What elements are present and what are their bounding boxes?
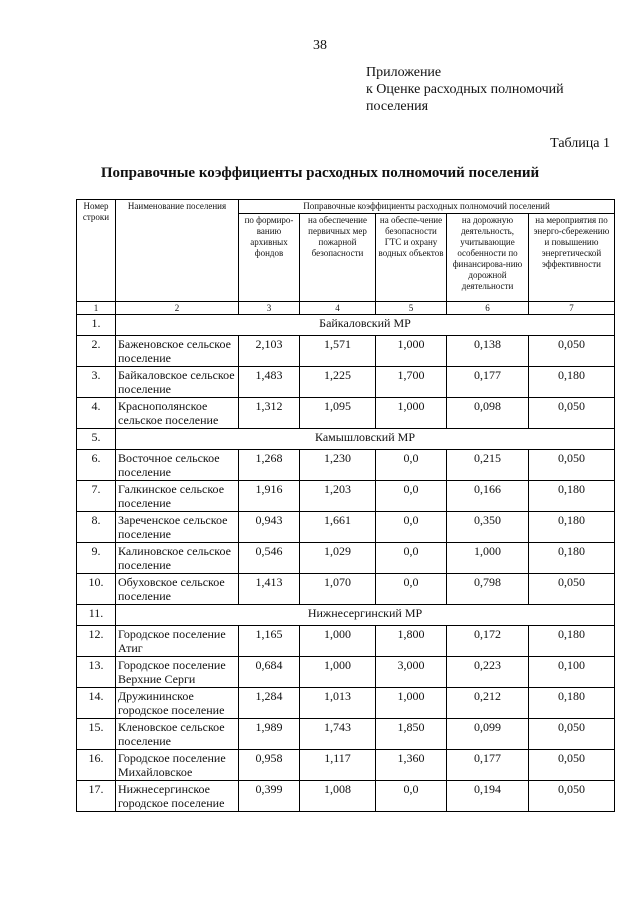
appendix-line-2: к Оценке расходных полномочий bbox=[366, 82, 564, 97]
column-number-row bbox=[77, 302, 615, 315]
document-title: Поправочные коэффициенты расходных полномочий поселений bbox=[100, 165, 540, 181]
row-number: 9. bbox=[77, 543, 116, 574]
settlement-name: Городское поселение Атиг bbox=[116, 626, 239, 657]
coefficient-value: 0,172 bbox=[447, 626, 529, 657]
column-number: 4 bbox=[300, 302, 376, 315]
column-number: 2 bbox=[116, 302, 239, 315]
coefficient-value: 0,943 bbox=[239, 512, 300, 543]
settlement-name: Байкаловское сельское поселение bbox=[116, 367, 239, 398]
coefficient-value: 0,050 bbox=[529, 574, 615, 605]
settlement-name: Калиновское сельское поселение bbox=[116, 543, 239, 574]
coefficient-value: 0,0 bbox=[376, 512, 447, 543]
coefficient-value: 1,661 bbox=[300, 512, 376, 543]
table-row bbox=[77, 336, 615, 367]
row-number: 11. bbox=[77, 605, 116, 626]
settlement-name: Городское поселение Верхние Серги bbox=[116, 657, 239, 688]
section-row bbox=[77, 605, 615, 626]
coefficient-value: 0,050 bbox=[529, 398, 615, 429]
coefficient-value: 1,000 bbox=[447, 543, 529, 574]
coefficient-value: 0,180 bbox=[529, 367, 615, 398]
settlement-name: Галкинское сельское поселение bbox=[116, 481, 239, 512]
coefficient-value: 1,989 bbox=[239, 719, 300, 750]
coefficient-value: 1,203 bbox=[300, 481, 376, 512]
table-row bbox=[77, 719, 615, 750]
table-row bbox=[77, 450, 615, 481]
coefficient-value: 1,029 bbox=[300, 543, 376, 574]
section-title: Нижнесергинский МР bbox=[116, 605, 615, 626]
column-number: 6 bbox=[447, 302, 529, 315]
coefficient-value: 1,008 bbox=[300, 781, 376, 812]
table-row bbox=[77, 657, 615, 688]
table-row bbox=[77, 512, 615, 543]
header-row-number: Номер строки bbox=[77, 200, 116, 302]
table-row bbox=[77, 688, 615, 719]
section-title: Камышловский МР bbox=[116, 429, 615, 450]
coefficient-value: 0,050 bbox=[529, 719, 615, 750]
row-number: 10. bbox=[77, 574, 116, 605]
appendix-note bbox=[366, 64, 564, 115]
row-number: 2. bbox=[77, 336, 116, 367]
header-col-6: на дорожную деятельность, учитывающие особенности по финансирова-нию дорожной деятельности bbox=[447, 214, 529, 302]
coefficient-value: 0,0 bbox=[376, 450, 447, 481]
coefficient-value: 1,268 bbox=[239, 450, 300, 481]
coefficient-value: 0,215 bbox=[447, 450, 529, 481]
header-col-3: по формиро-ванию архивных фондов bbox=[239, 214, 300, 302]
coefficient-value: 0,684 bbox=[239, 657, 300, 688]
row-number: 4. bbox=[77, 398, 116, 429]
settlement-name: Зареченское сельское поселение bbox=[116, 512, 239, 543]
coefficient-value: 1,483 bbox=[239, 367, 300, 398]
coefficient-value: 2,103 bbox=[239, 336, 300, 367]
row-number: 15. bbox=[77, 719, 116, 750]
row-number: 12. bbox=[77, 626, 116, 657]
settlement-name: Восточное сельское поселение bbox=[116, 450, 239, 481]
row-number: 1. bbox=[77, 315, 116, 336]
coefficient-value: 1,013 bbox=[300, 688, 376, 719]
coefficient-value: 1,700 bbox=[376, 367, 447, 398]
coefficient-value: 1,000 bbox=[300, 626, 376, 657]
settlement-name: Обуховское сельское поселение bbox=[116, 574, 239, 605]
coefficient-value: 0,138 bbox=[447, 336, 529, 367]
appendix-line-3: поселения bbox=[366, 99, 429, 114]
row-number: 7. bbox=[77, 481, 116, 512]
table-row bbox=[77, 367, 615, 398]
coefficient-value: 1,070 bbox=[300, 574, 376, 605]
coefficient-value: 0,098 bbox=[447, 398, 529, 429]
row-number: 14. bbox=[77, 688, 116, 719]
header-name: Наименование поселения bbox=[116, 200, 239, 302]
row-number: 5. bbox=[77, 429, 116, 450]
coefficient-value: 1,165 bbox=[239, 626, 300, 657]
coefficient-value: 0,0 bbox=[376, 781, 447, 812]
row-number: 13. bbox=[77, 657, 116, 688]
coefficient-value: 0,399 bbox=[239, 781, 300, 812]
row-number: 3. bbox=[77, 367, 116, 398]
coefficient-value: 0,180 bbox=[529, 512, 615, 543]
coefficient-value: 1,000 bbox=[376, 688, 447, 719]
coefficient-value: 1,095 bbox=[300, 398, 376, 429]
coefficient-value: 1,850 bbox=[376, 719, 447, 750]
coefficient-value: 0,166 bbox=[447, 481, 529, 512]
coefficient-value: 0,798 bbox=[447, 574, 529, 605]
coefficient-value: 0,180 bbox=[529, 543, 615, 574]
settlement-name: Кленовское сельское поселение bbox=[116, 719, 239, 750]
coefficient-value: 1,117 bbox=[300, 750, 376, 781]
coefficient-value: 0,050 bbox=[529, 450, 615, 481]
coefficient-value: 1,230 bbox=[300, 450, 376, 481]
section-title: Байкаловский МР bbox=[116, 315, 615, 336]
coefficient-value: 0,958 bbox=[239, 750, 300, 781]
settlement-name: Нижнесергинское городское поселение bbox=[116, 781, 239, 812]
coefficient-value: 1,916 bbox=[239, 481, 300, 512]
settlement-name: Баженовское сельское поселение bbox=[116, 336, 239, 367]
coefficient-value: 0,180 bbox=[529, 626, 615, 657]
coefficient-value: 0,050 bbox=[529, 781, 615, 812]
column-number: 3 bbox=[239, 302, 300, 315]
settlement-name: Городское поселение Михайловское bbox=[116, 750, 239, 781]
coefficient-value: 1,571 bbox=[300, 336, 376, 367]
table-body bbox=[77, 315, 615, 812]
coefficient-value: 0,0 bbox=[376, 543, 447, 574]
header-row bbox=[77, 200, 615, 214]
coefficient-value: 1,000 bbox=[300, 657, 376, 688]
settlement-name: Дружининское городское поселение bbox=[116, 688, 239, 719]
appendix-line-1: Приложение bbox=[366, 65, 442, 80]
coefficient-value: 0,177 bbox=[447, 367, 529, 398]
section-row bbox=[77, 429, 615, 450]
coefficient-value: 1,413 bbox=[239, 574, 300, 605]
table-label: Таблица 1 bbox=[550, 136, 610, 151]
table-row bbox=[77, 543, 615, 574]
coefficient-value: 1,225 bbox=[300, 367, 376, 398]
coefficient-value: 1,000 bbox=[376, 336, 447, 367]
coefficient-value: 0,180 bbox=[529, 688, 615, 719]
coefficient-value: 1,284 bbox=[239, 688, 300, 719]
coefficient-value: 1,743 bbox=[300, 719, 376, 750]
table-row bbox=[77, 481, 615, 512]
coefficient-value: 1,360 bbox=[376, 750, 447, 781]
coefficient-value: 0,194 bbox=[447, 781, 529, 812]
table-row bbox=[77, 781, 615, 812]
coefficient-value: 3,000 bbox=[376, 657, 447, 688]
column-number: 5 bbox=[376, 302, 447, 315]
coefficient-value: 0,546 bbox=[239, 543, 300, 574]
coefficient-value: 1,000 bbox=[376, 398, 447, 429]
coefficient-value: 1,312 bbox=[239, 398, 300, 429]
coefficient-value: 0,0 bbox=[376, 481, 447, 512]
coefficient-value: 0,050 bbox=[529, 750, 615, 781]
row-number: 8. bbox=[77, 512, 116, 543]
table-row bbox=[77, 750, 615, 781]
coefficient-value: 0,099 bbox=[447, 719, 529, 750]
table-row bbox=[77, 574, 615, 605]
row-number: 17. bbox=[77, 781, 116, 812]
page-number: 38 bbox=[313, 38, 327, 53]
header-col-5: на обеспе-чение безопасности ГТС и охрану водных объектов bbox=[376, 214, 447, 302]
row-number: 6. bbox=[77, 450, 116, 481]
row-number: 16. bbox=[77, 750, 116, 781]
coefficient-value: 0,212 bbox=[447, 688, 529, 719]
column-number: 7 bbox=[529, 302, 615, 315]
coefficient-value: 0,177 bbox=[447, 750, 529, 781]
coefficient-value: 0,100 bbox=[529, 657, 615, 688]
header-col-4: на обеспечение первичных мер пожарной безопасности bbox=[300, 214, 376, 302]
coefficient-value: 0,180 bbox=[529, 481, 615, 512]
column-number: 1 bbox=[77, 302, 116, 315]
coefficients-table bbox=[76, 199, 615, 812]
coefficient-value: 1,800 bbox=[376, 626, 447, 657]
coefficient-value: 0,0 bbox=[376, 574, 447, 605]
section-row bbox=[77, 315, 615, 336]
header-col-7: на мероприятия по энерго-сбережению и повышению энергетической эффективности bbox=[529, 214, 615, 302]
header-group: Поправочные коэффициенты расходных полномочий поселений bbox=[239, 200, 615, 214]
coefficient-value: 0,050 bbox=[529, 336, 615, 367]
table-row bbox=[77, 398, 615, 429]
settlement-name: Краснополянское сельское поселение bbox=[116, 398, 239, 429]
coefficient-value: 0,223 bbox=[447, 657, 529, 688]
table-row bbox=[77, 626, 615, 657]
coefficient-value: 0,350 bbox=[447, 512, 529, 543]
